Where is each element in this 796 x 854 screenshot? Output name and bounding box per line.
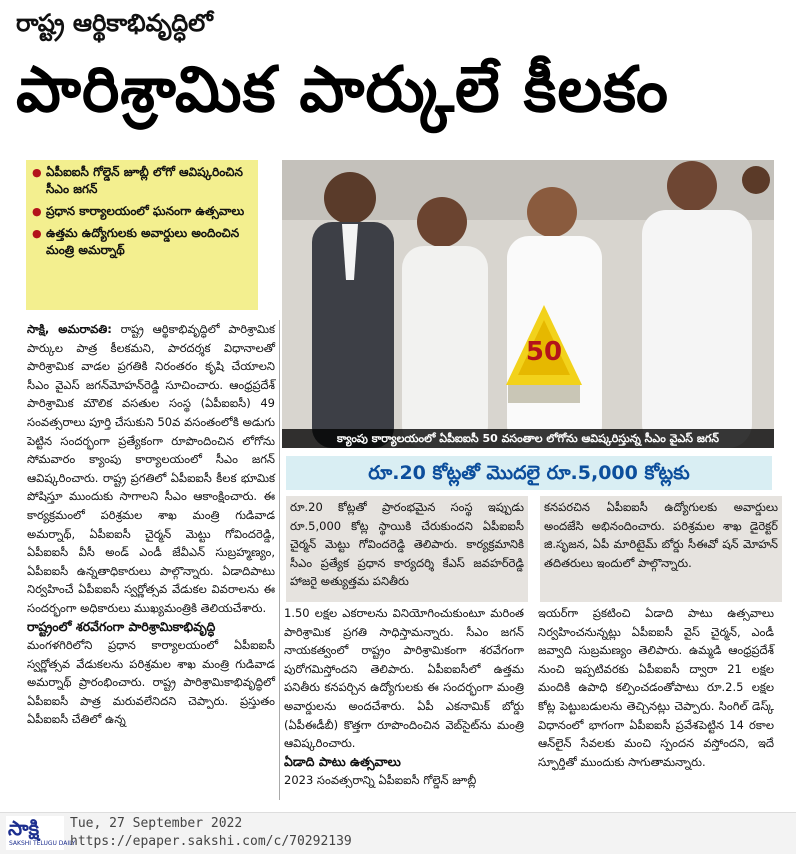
highlight-item: ● ప్రధాన కార్యాలయంలో ఘనంగా ఉత్సవాలు xyxy=(32,203,252,220)
paragraph: 1.50 లక్షల ఎకరాలను వినియోగించుకుంటూ మరింత పారిశ్రామిక ప్రగతి సాధిస్తామన్నారు. సీఎం జగన్ నాయకత్వంలో రాష్ట్రం పారిశ్రామికంగా శరవేగంగా పురోగమిస్తోందని తెలిపారు. ఏపీఐఐసీలో ఉత్తమ పనితీరు కనపర్చిన ఉద్యోగులకు ఈ సందర్భంగా మంత్రి అవార్డులను అందచేశారు. ఏపీ ఎకనామిక్ బోర్డు (ఏపీఈడీబీ) కొత్తగా రూపొందించిన వెబ్‌సైట్‌ను మంత్రి ఆవిష్కరించారు. xyxy=(284,606,524,751)
kicker-heading: రాష్ట్ర ఆర్థికాభివృద్ధిలో xyxy=(16,9,213,37)
article-left-column xyxy=(27,320,275,729)
logo-text: సాక్షి xyxy=(8,816,40,840)
teaser-heading: రూ.20 కోట్లతో మొదలై రూ.5,000 కోట్లకు xyxy=(286,456,772,490)
box-mid-text: రూ.20 కోట్లతో ప్రారంభమైన సంస్థ ఇప్పుడు రూ.5,000 కోట్ల స్థాయికి చేరుకుందని ఏపీఐఐసీ చైర్మన్ మెట్టు గోవిందరెడ్డి తెలిపారు. కార్యక్రమానికి సీఎం ప్రత్యేక ప్రధాన కార్యదర్శి కేఎస్ జవహర్‌రెడ్డి హాజరై అత్యుత్తమ పనితీరు xyxy=(286,496,528,602)
subhead: రాష్ట్రంలో శరవేగంగా పారిశ్రామికాభివృద్ధి xyxy=(27,618,216,634)
photo-illustration xyxy=(282,160,774,448)
lead-paragraph: రాష్ట్ర ఆర్థికాభివృద్ధిలో పారిశ్రామిక పార్కుల పాత్ర కీలకమని, పారదర్శక విధానాలతో పారిశ్రామిక వాడల ప్రగతికి నిరంతరం కృషి చేయాలని సీఎం వైఎస్ జగన్‌మోహన్‌రెడ్డి సూచించారు. ఆంధ్రప్రదేశ్ పారిశ్రామిక మౌలిక వసతుల సంస్థ (ఏపీఐఐసీ) 49 సంవత్సరాలు పూర్తి చేసుకుని 50వ వసంతంలోకి అడుగు పెట్టిన సందర్భంగా ప్రత్యేకంగా రూపొందించిన లోగోను సోమవారం క్యాంపు కార్యాలయంలో సీఎం జగన్ ఆవిష్కరించారు. రాష్ట్ర ప్రగతిలో ఏపీఐఐసీ కీలక భూమిక పోషిస్తూ ముందుకు సాగాలని సీఎం ఆకాంక్షించారు. ఈ కార్యక్రమంలో పరిశ్రమల శాఖ మంత్రి గుడివాడ అమర్నాథ్, ఏపీఐఐసీ చైర్మన్ మెట్టు గోవిందరెడ్డి, ఏపీఐఐసీ వీసీ అండ్ ఎండీ జేవీఎన్ సుబ్రహ్మణ్యం, ఏపీఐఐసీ ఉన్నతాధికారులు పాల్గొన్నారు. ఏడాదిపాటు నిర్వహించే ఏపీఐఐసీ స్వర్ణోత్సవ వేడుకల వివరాలను ఈ సందర్భంగా అధికారులు ముఖ్యమంత్రికి తెలియచేశారు. xyxy=(27,322,275,615)
trophy-number: 50 xyxy=(525,337,563,367)
paragraph: మంగళగిరిలోని ప్రధాన కార్యాలయంలో ఏపీఐఐసీ స్వర్ణోత్సవ వేడుకలను పరిశ్రమల శాఖ మంత్రి గుడివాడ అమర్నాథ్ ప్రారంభించారు. రాష్ట్ర పారిశ్రామికాభివృద్ధిలో ఏపీఐఐసీ పాత్ర మరువలేనిదని చెప్పారు. ప్రస్తుతం ఏపీఐఐసీ చేతిలో ఉన్న xyxy=(27,638,275,727)
logo-subtext: SAKSHI TELUGU DAILY xyxy=(9,840,76,847)
photo-caption: క్యాంపు కార్యాలయంలో ఏపీఐఐసీ 50 వసంతాల లోగోను ఆవిష్కరిస్తున్న సీఎం వైఎస్ జగన్ xyxy=(282,429,774,448)
highlights-box xyxy=(26,160,258,310)
paragraph: 2023 సంవత్సరాన్ని ఏపీఐఐసీ గోల్డెన్ జూబ్లీ xyxy=(284,773,477,788)
news-photo xyxy=(282,160,774,448)
sakshi-logo xyxy=(6,816,76,850)
highlight-item: ● ఉత్తమ ఉద్యోగులకు అవార్డులు అందించిన మంత్రి అమర్నాథ్ xyxy=(32,225,252,259)
dateline: సాక్షి, అమరావతి: xyxy=(27,322,112,336)
footer-url[interactable]: https://epaper.sakshi.com/c/70292139 xyxy=(70,834,352,849)
article-mid-column xyxy=(284,604,524,790)
article-right-column: ఇయర్‌గా ప్రకటించి ఏడాది పాటు ఉత్సవాలు నిర్వహించనున్నట్లు ఏపీఐఐసీ వైస్ చైర్మన్, ఎండీ జవ్వాది సుబ్రమణ్యం తెలిపారు. ఉమ్మడి ఆంధ్రప్రదేశ్ నుంచి ఇప్పటివరకు ఏపీఐఐసీ ద్వారా 21 లక్షల మందికి ఉపాధి కల్పించడంతోపాటు రూ.2.5 లక్షల కోట్ల పెట్టుబడులను తెచ్చినట్లు చెప్పారు. సింగిల్ డెస్క్ విధానంలో భాగంగా ఏపీఐఐసీ ప్రవేశపెట్టిన 14 రకాల ఆన్‌లైన్ సేవలకు మంచి స్పందన వస్తోందని, ఇదే స్ఫూర్తితో ముందుకు సాగుతామన్నారు. xyxy=(538,606,774,769)
box-right-text: కనపరచిన ఏపీఐఐసీ ఉద్యోగులకు అవార్డులు అందజేసి అభినందించారు. పరిశ్రమల శాఖ డైరెక్టర్ జి.సృజన, ఏపీ మారిటైమ్ బోర్డు సీఈవో షన్ మోహన్ తదితరులు ఇందులో పాల్గొన్నారు. xyxy=(540,496,782,602)
headline: పారిశ్రామిక పార్కులే కీలకం xyxy=(16,53,669,126)
footer-meta xyxy=(70,815,352,851)
column-divider xyxy=(279,320,280,800)
subhead: ఏడాది పాటు ఉత్సవాలు xyxy=(284,753,401,769)
footer-date: Tue, 27 September 2022 xyxy=(70,816,243,831)
highlight-item: ● ఏపీఐఐసీ గోల్డెన్ జూబ్లీ లోగో ఆవిష్కరించిన సీఎం జగన్ xyxy=(32,164,252,198)
